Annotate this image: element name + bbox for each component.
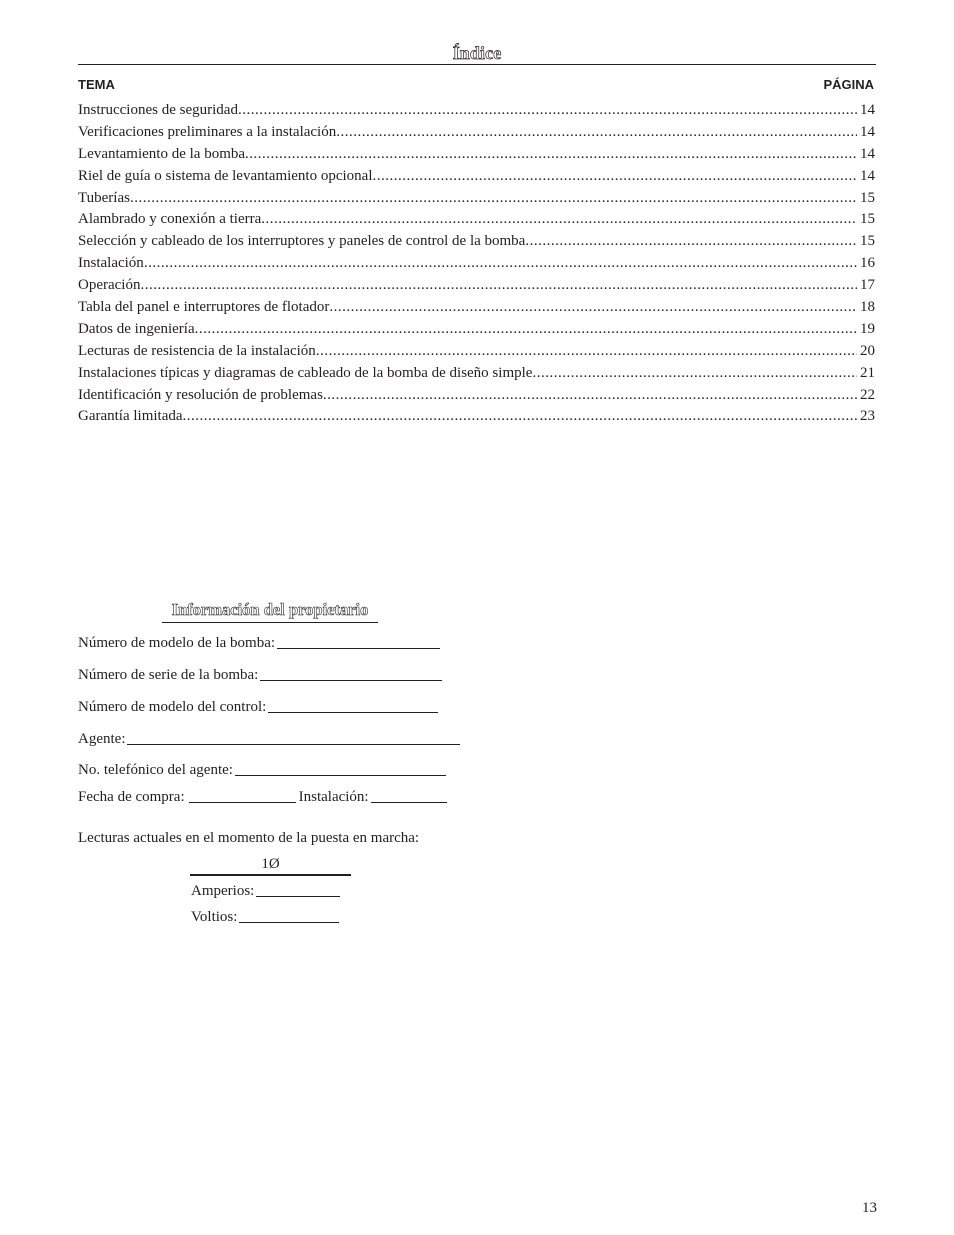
toc-leader-dots <box>323 385 857 407</box>
single-phase-header: 1Ø <box>190 855 351 876</box>
toc-entry-label: Instrucciones de seguridad <box>78 102 238 118</box>
toc-entry <box>78 122 875 144</box>
toc-entry <box>78 341 875 363</box>
toc-leader-dots <box>336 122 857 144</box>
toc-entry-label: Datos de ingeniería <box>78 320 195 337</box>
toc-entry-label: Selección y cableado de los interruptores y paneles de control de la bomba <box>78 233 526 250</box>
agent-line[interactable] <box>127 730 460 745</box>
owner-info-title: Información del propietario <box>162 600 378 623</box>
startup-readings-label: Lecturas actuales en el momento de la puesta en marcha: <box>78 830 420 846</box>
toc-column-topic: TEMA <box>78 77 115 92</box>
toc-entry <box>78 231 875 253</box>
purchase-date-field <box>78 788 447 806</box>
installation-label: Instalación: <box>298 789 369 805</box>
toc-entry-label: Alambrado y conexión a tierra <box>78 211 262 228</box>
toc-entry-page: 14 <box>860 167 875 184</box>
agent-phone-label: No. telefónico del agente: <box>78 762 233 778</box>
toc-entry-page: 15 <box>860 211 875 228</box>
toc-leader-dots <box>238 100 857 122</box>
toc-entry-page: 21 <box>860 364 875 381</box>
toc-entry-label: Verificaciones preliminares a la instalación <box>78 123 337 140</box>
pump-serial-label: Número de serie de la bomba: <box>78 667 259 683</box>
toc-entry-page: 17 <box>860 277 875 294</box>
toc-entry-page: 16 <box>860 255 875 272</box>
toc-entry <box>78 363 875 385</box>
toc-leader-dots <box>195 319 857 341</box>
toc-entry-page: 20 <box>860 342 875 359</box>
toc-leader-dots <box>245 144 857 166</box>
installation-line[interactable] <box>371 788 447 803</box>
pump-model-label: Número de modelo de la bomba: <box>78 635 276 651</box>
toc-list <box>78 100 875 428</box>
toc-entry-page: 22 <box>860 386 875 403</box>
toc-entry-page: 19 <box>860 320 875 337</box>
toc-leader-dots <box>144 253 857 275</box>
volts-field <box>191 908 339 926</box>
toc-leader-dots <box>329 297 857 319</box>
agent-phone-line[interactable] <box>235 761 446 776</box>
agent-label: Agente: <box>78 731 126 747</box>
toc-entry <box>78 100 875 122</box>
toc-leader-dots <box>183 406 857 428</box>
toc-leader-dots <box>130 188 857 210</box>
toc-entry-label: Tabla del panel e interruptores de flotador <box>78 299 330 316</box>
toc-entry-label: Lecturas de resistencia de la instalación <box>78 342 316 359</box>
amps-line[interactable] <box>256 882 340 897</box>
toc-title: Índice <box>452 43 502 63</box>
purchase-date-label: Fecha de compra: <box>78 789 185 805</box>
toc-entry <box>78 209 875 231</box>
toc-entry-label: Instalación <box>78 255 144 272</box>
agent-field <box>78 730 460 748</box>
toc-entry <box>78 188 875 210</box>
volts-line[interactable] <box>239 908 339 923</box>
toc-title-rule <box>78 64 876 65</box>
control-model-field <box>78 698 438 716</box>
toc-leader-dots <box>316 341 857 363</box>
toc-entry-page: 18 <box>860 299 875 316</box>
pump-serial-field <box>78 666 442 684</box>
toc-entry-page: 14 <box>860 102 875 118</box>
toc-entry-page: 15 <box>860 233 875 250</box>
toc-leader-dots <box>532 363 857 385</box>
toc-leader-dots <box>261 209 857 231</box>
toc-column-page: PÁGINA <box>823 77 874 92</box>
toc-entry-label: Operación <box>78 277 141 294</box>
toc-entry-label: Tuberías <box>78 189 130 206</box>
agent-phone-field <box>78 761 446 779</box>
toc-entry <box>78 275 875 297</box>
toc-entry-page: 23 <box>860 408 875 425</box>
volts-label: Voltios: <box>191 909 238 925</box>
page-number: 13 <box>862 1200 877 1216</box>
toc-entry <box>78 166 875 188</box>
toc-leader-dots <box>373 166 858 188</box>
toc-entry-page: 14 <box>860 145 875 162</box>
pump-model-line[interactable] <box>277 634 440 649</box>
toc-entry-page: 15 <box>860 189 875 206</box>
toc-entry <box>78 253 875 275</box>
toc-entry <box>78 406 875 428</box>
toc-header <box>78 76 874 94</box>
control-model-label: Número de modelo del control: <box>78 699 267 715</box>
toc-entry-label: Instalaciones típicas y diagramas de cableado de la bomba de diseño simple <box>78 364 533 381</box>
toc-leader-dots <box>140 275 857 297</box>
toc-entry-label: Riel de guía o sistema de levantamiento opcional <box>78 167 373 184</box>
toc-entry-label: Levantamiento de la bomba <box>78 145 246 162</box>
toc-entry-label: Garantía limitada <box>78 408 183 425</box>
toc-entry <box>78 144 875 166</box>
toc-entry <box>78 319 875 341</box>
toc-entry <box>78 385 875 407</box>
toc-entry <box>78 297 875 319</box>
control-model-line[interactable] <box>268 698 438 713</box>
pump-serial-line[interactable] <box>260 666 442 681</box>
toc-leader-dots <box>525 231 857 253</box>
pump-model-field <box>78 634 440 652</box>
purchase-date-line[interactable] <box>189 788 296 803</box>
amps-field <box>191 882 340 900</box>
toc-entry-label: Identificación y resolución de problemas <box>78 386 323 403</box>
amps-label: Amperios: <box>191 883 255 899</box>
toc-entry-page: 14 <box>860 123 875 140</box>
